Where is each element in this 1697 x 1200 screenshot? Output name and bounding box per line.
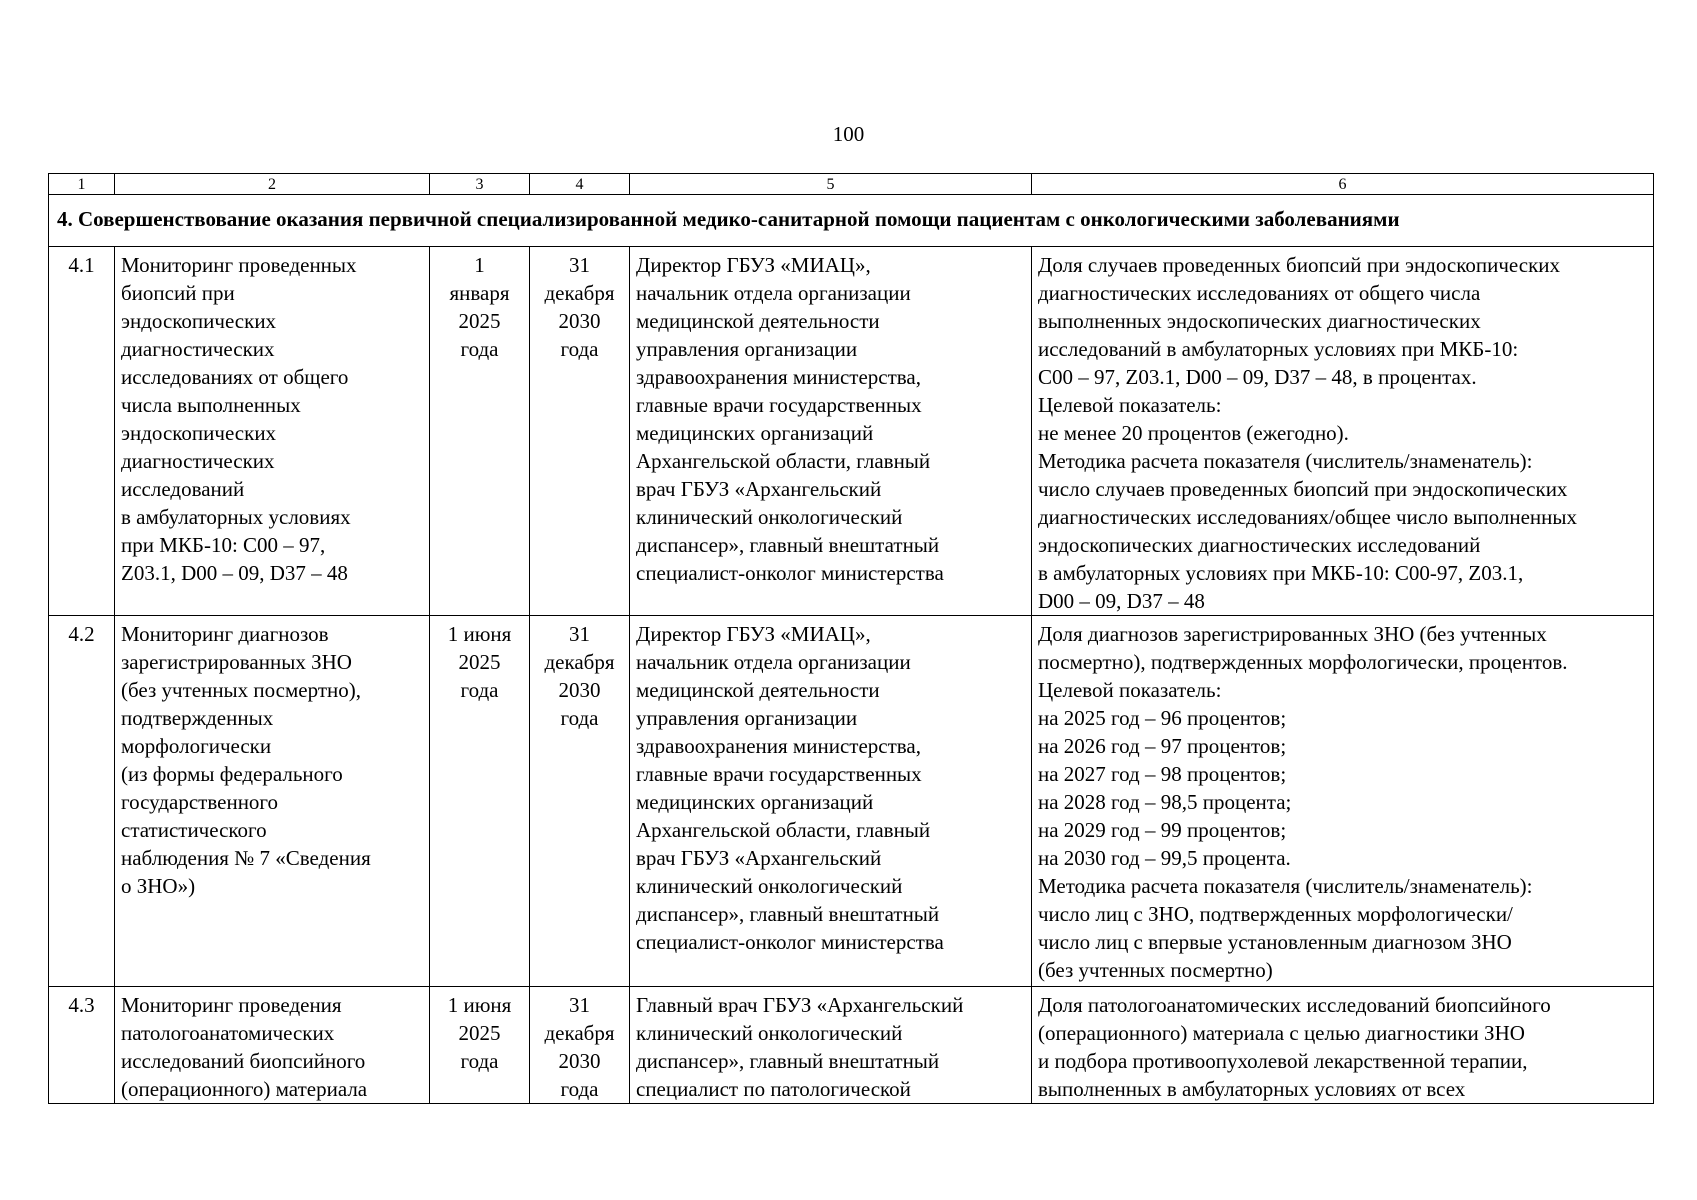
row-indicator: Доля патологоанатомических исследований биопсийного (операционного) материала с целью диагностики ЗНО и подбора противоопухолевой лекарственной терапии, выполненных в амбулаторных условиях от всех xyxy=(1032,987,1654,1104)
row-responsible: Директор ГБУЗ «МИАЦ», начальник отдела организации медицинской деятельности управления организации здравоохранения министерства, главные врачи государственных медицинских организаций Архангельской области, главный врач ГБУЗ «Архангельский клинический онкологический диспансер», главный внештатный специалист-онколог министерства xyxy=(630,616,1032,987)
column-header-2: 2 xyxy=(115,174,430,195)
row-end-date: 31 декабря 2030 года xyxy=(530,616,630,987)
row-number: 4.3 xyxy=(49,987,115,1104)
column-header-5: 5 xyxy=(630,174,1032,195)
column-header-6: 6 xyxy=(1032,174,1654,195)
page-number: 100 xyxy=(832,122,865,146)
row-event: Мониторинг проведения патологоанатомических исследований биопсийного (операционного) материала xyxy=(115,987,430,1104)
row-end-date: 31 декабря 2030 года xyxy=(530,987,630,1104)
table-row xyxy=(49,987,1654,1104)
table-row xyxy=(49,247,1654,616)
row-event: Мониторинг диагнозов зарегистрированных ЗНО (без учтенных посмертно), подтвержденных морфологически (из формы федерального государственного статистического наблюдения № 7 «Сведения о ЗНО») xyxy=(115,616,430,987)
column-header-1: 1 xyxy=(49,174,115,195)
row-start-date: 1 июня 2025 года xyxy=(430,616,530,987)
row-responsible: Директор ГБУЗ «МИАЦ», начальник отдела организации медицинской деятельности управления организации здравоохранения министерства, главные врачи государственных медицинских организаций Архангельской области, главный врач ГБУЗ «Архангельский клинический онкологический диспансер», главный внештатный специалист-онколог министерства xyxy=(630,247,1032,616)
row-number: 4.2 xyxy=(49,616,115,987)
measures-table xyxy=(48,173,1654,1104)
column-header-4: 4 xyxy=(530,174,630,195)
row-start-date: 1 июня 2025 года xyxy=(430,987,530,1104)
column-header-3: 3 xyxy=(430,174,530,195)
row-end-date: 31 декабря 2030 года xyxy=(530,247,630,616)
section-title: 4. Совершенствование оказания первичной специализированной медико-санитарной помощи пациентам с онкологическими заболеваниями xyxy=(49,195,1654,247)
row-event: Мониторинг проведенных биопсий при эндоскопических диагностических исследованиях от общего числа выполненных эндоскопических диагностических исследований в амбулаторных условиях при МКБ-10: С00 – 97, Z03.1, D00 – 09, D37 – 48 xyxy=(115,247,430,616)
column-number-row xyxy=(49,174,1654,195)
row-indicator: Доля диагнозов зарегистрированных ЗНО (без учтенных посмертно), подтвержденных морфологически, процентов. Целевой показатель: на 2025 год – 96 процентов; на 2026 год – 97 процентов; на 2027 год – 98 процентов; на 2028 год – 98,5 процента; на 2029 год – 99 процентов; на 2030 год – 99,5 процента. Методика расчета показателя (числитель/знаменатель): число лиц с ЗНО, подтвержденных морфологически/ число лиц с впервые установленным диагнозом ЗНО (без учтенных посмертно) xyxy=(1032,616,1654,987)
row-start-date: 1 января 2025 года xyxy=(430,247,530,616)
row-indicator: Доля случаев проведенных биопсий при эндоскопических диагностических исследованиях от общего числа выполненных эндоскопических диагностических исследований в амбулаторных условиях при МКБ-10: С00 – 97, Z03.1, D00 – 09, D37 – 48, в процентах. Целевой показатель: не менее 20 процентов (ежегодно). Методика расчета показателя (числитель/знаменатель): число случаев проведенных биопсий при эндоскопических диагностических исследованиях/общее число выполненных эндоскопических диагностических исследований в амбулаторных условиях при МКБ-10: С00-97, Z03.1, D00 – 09, D37 – 48 xyxy=(1032,247,1654,616)
table-row xyxy=(49,616,1654,987)
row-number: 4.1 xyxy=(49,247,115,616)
section-row xyxy=(49,195,1654,247)
row-responsible: Главный врач ГБУЗ «Архангельский клинический онкологический диспансер», главный внештатный специалист по патологической xyxy=(630,987,1032,1104)
